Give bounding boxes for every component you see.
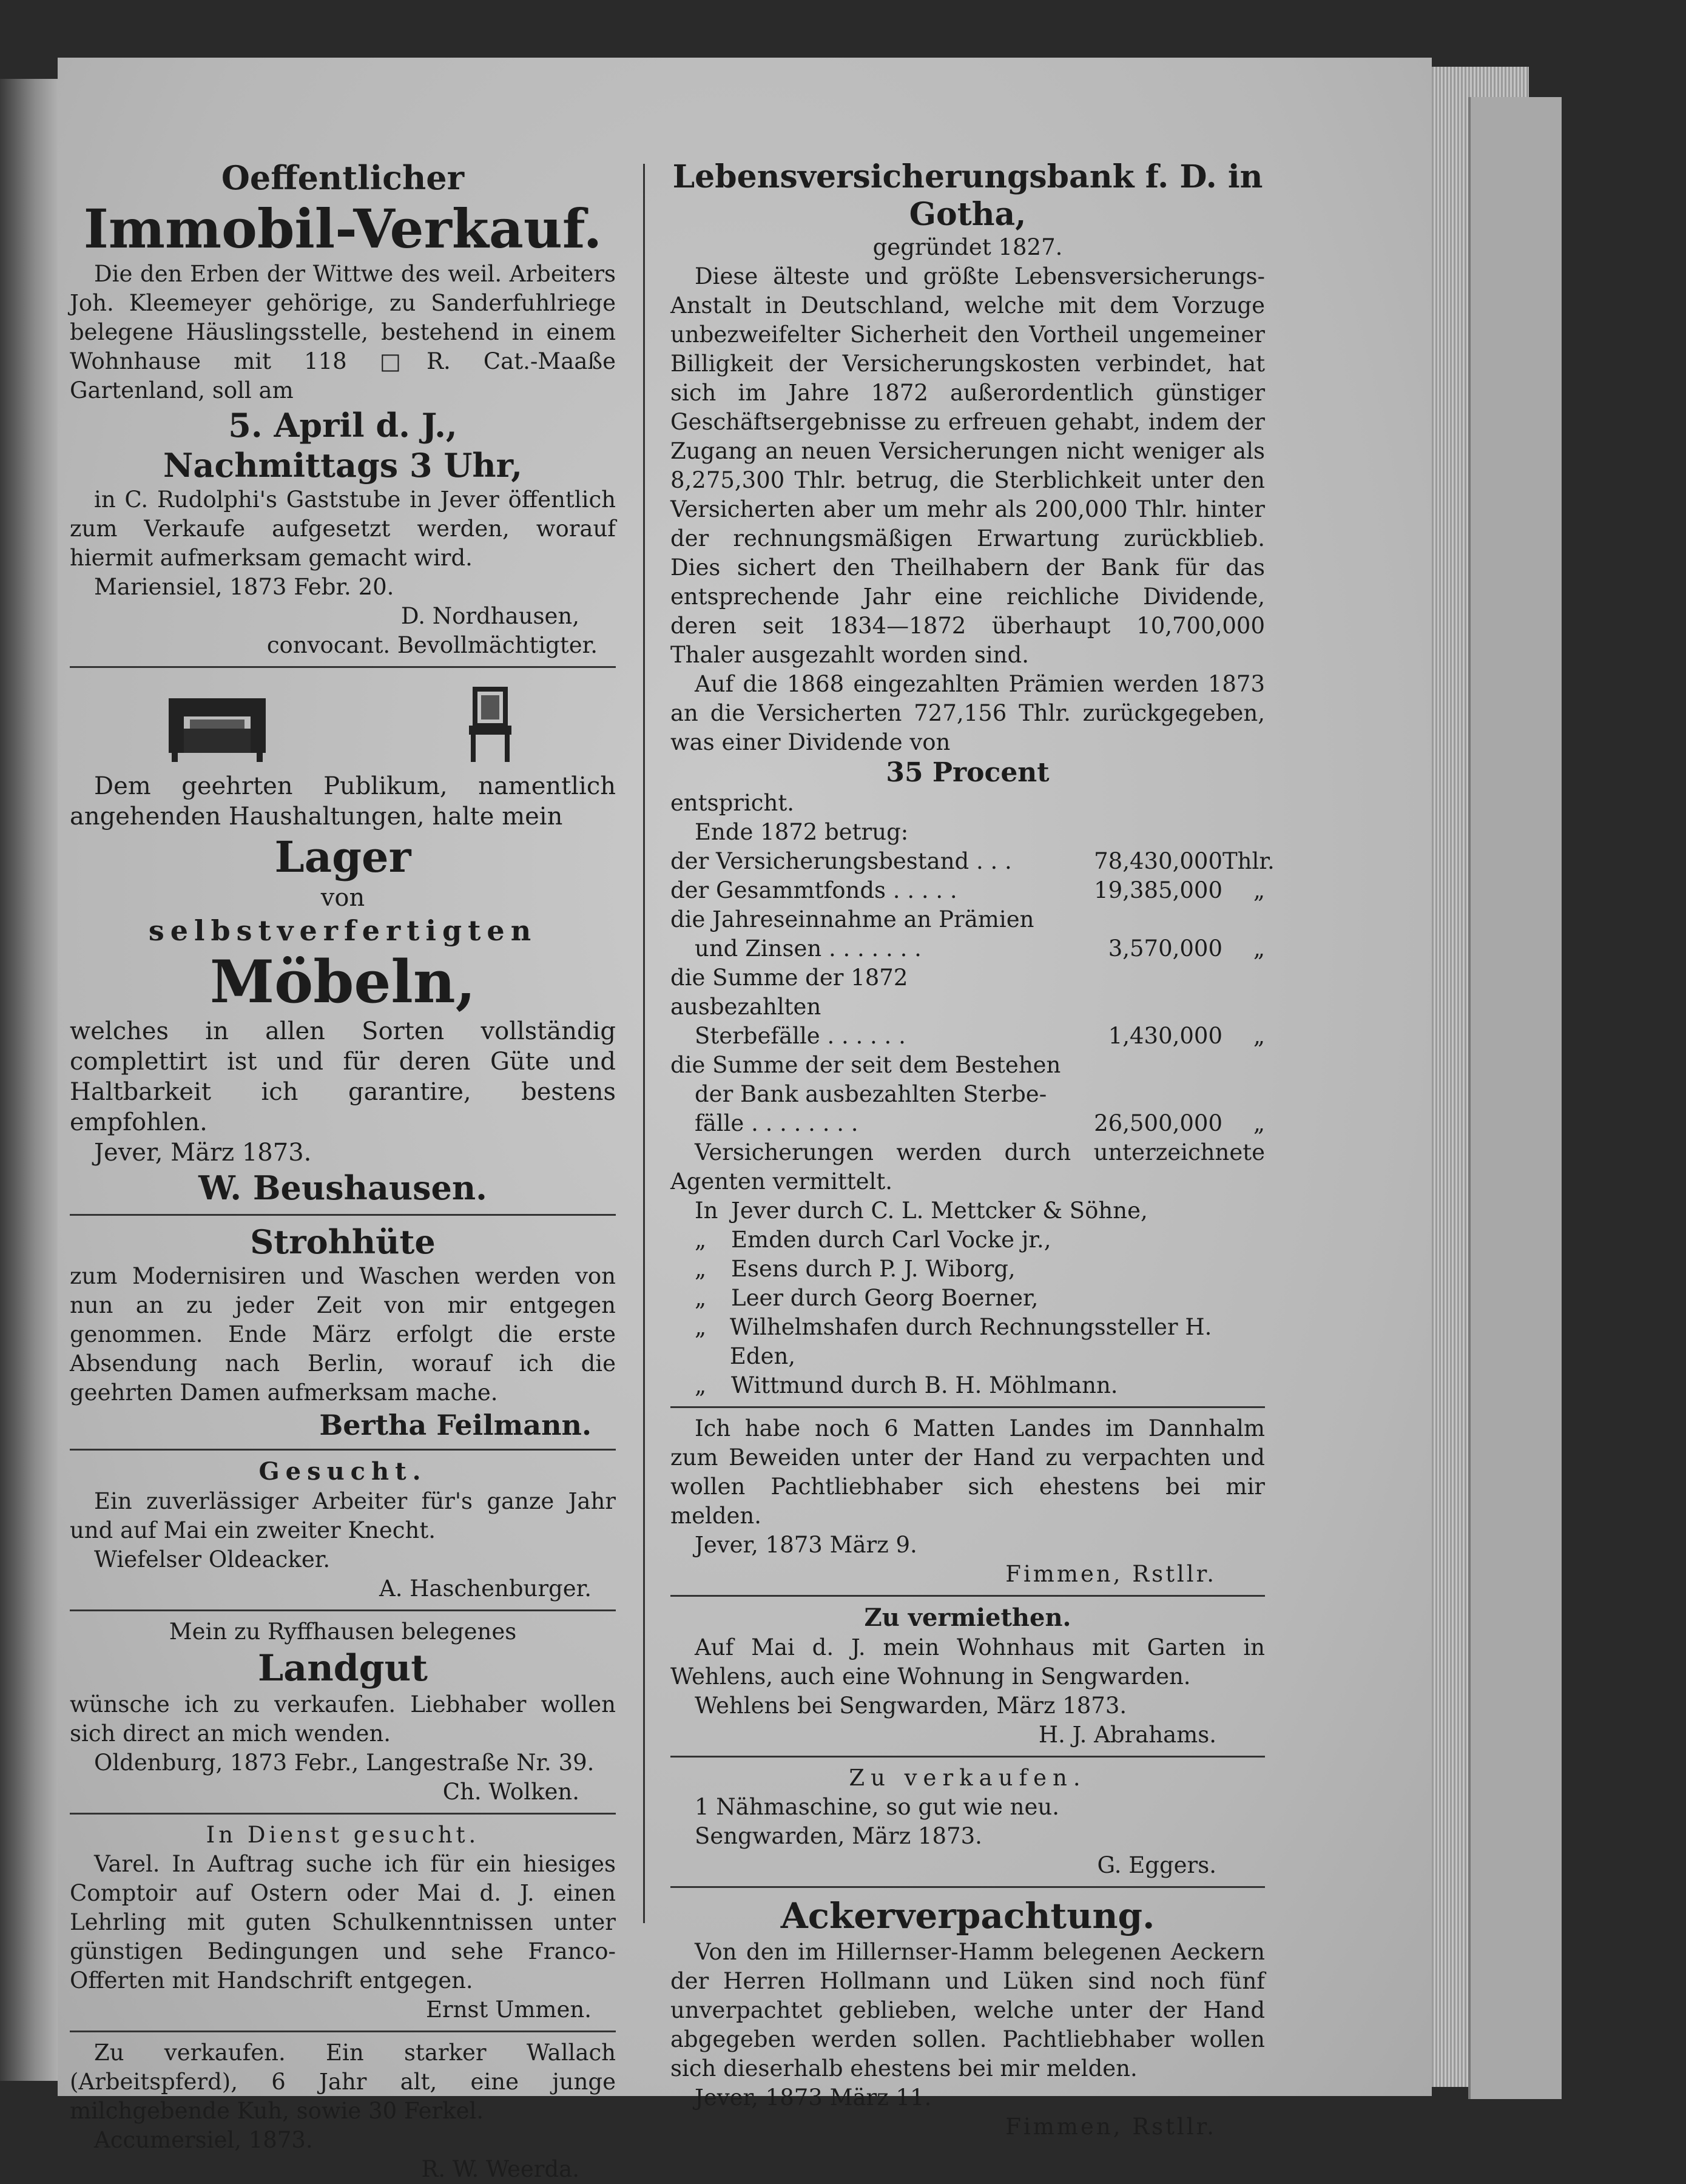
divider: [70, 1214, 616, 1216]
ad-title: Zu vermiethen.: [864, 1603, 1071, 1632]
ad-agents-intro: Versicherungen werden durch unterzeichnete Agenten vermittelt.: [670, 1139, 1265, 1195]
ad-body: Ein zuverlässiger Arbeiter für's ganze Jahr und auf Mai ein zweiter Knecht.: [70, 1488, 616, 1543]
column-divider: [643, 164, 645, 1923]
table-row: und Zinsen . . . . . . . 3,570,000 „: [695, 935, 1265, 962]
ad-place-date: Jever, 1873 März 11.: [695, 2085, 932, 2111]
ad-place-date: Wehlens bei Sengwarden, März 1873.: [695, 1693, 1127, 1719]
divider: [70, 2031, 616, 2032]
ad-title-small: Oeffentlicher: [221, 158, 465, 197]
agents-list: [670, 1196, 1265, 1400]
table-row: Sterbefälle . . . . . . 1,430,000 „: [695, 1023, 1265, 1049]
ad-body: Dem geehrten Publikum, namentlich angehenden Haushaltungen, halte mein: [70, 772, 616, 831]
ad-title: Gesucht.: [258, 1457, 427, 1486]
ad-body: zum Modernisiren und Waschen werden von nun an zu jeder Zeit von mir entgegen genommen. Ende März erfolgt die erste Absendung nach Berlin, worauf ich die geehrten Damen aufmerksam mache.: [70, 1263, 616, 1406]
divider: [70, 1813, 616, 1815]
ad-lebensversicherung: [670, 158, 1275, 1400]
table-row: der Versicherungsbestand . . . 78,430,000 Thlr.: [670, 848, 1275, 874]
ad-founded: gegründet 1827.: [872, 234, 1063, 260]
ad-body: Zu verkaufen. Ein starker Wallach (Arbeitspferd), 6 Jahr alt, eine junge milchgebende Kuh, sowie 30 Ferkel.: [70, 2040, 616, 2124]
ad-signer: H. J. Abrahams.: [1038, 1722, 1216, 1748]
divider: [670, 1756, 1265, 1758]
ad-signer: Bertha Feilmann.: [319, 1409, 592, 1441]
list-item: „ Emden durch Carl Vocke jr.,: [695, 1227, 1051, 1253]
ad-signer: W. Beushausen.: [198, 1168, 487, 1207]
ad-body: Auf die 1868 eingezahlten Prämien werden 1873 an die Versicherten 727,156 Thlr. zurückgegeben, was einer Dividende von: [670, 671, 1265, 755]
ad-ackerverpachtung: [670, 1894, 1265, 2142]
ad-word-lager: Lager: [274, 832, 411, 882]
ad-time: Nachmittags 3 Uhr,: [163, 446, 523, 485]
ad-immobil-verkauf: [70, 158, 616, 660]
ad-naehmaschine: [670, 1764, 1265, 1880]
divider: [70, 1449, 616, 1451]
table-row: die Summe der 1872 ausbezahlten: [670, 965, 908, 1020]
ad-place-date: Accumersiel, 1873.: [94, 2127, 313, 2153]
financial-table: [670, 847, 1275, 1138]
ad-text: entspricht.: [670, 790, 794, 816]
ad-zu-verkaufen-wallach: [70, 2038, 616, 2184]
ad-body: Auf Mai d. J. mein Wohnhaus mit Garten in Wehlens, auch eine Wohnung in Sengwarden.: [670, 1634, 1265, 1690]
ad-strohhuete: [70, 1222, 616, 1443]
ad-body: welches in allen Sorten vollständig complettirt ist und für deren Güte und Haltbarkeit ich garantire, bestens empfohlen.: [70, 1017, 616, 1136]
ad-title-city: Gotha,: [909, 196, 1027, 233]
ad-title: In Dienst gesucht.: [206, 1822, 480, 1848]
ad-body: wünsche ich zu verkaufen. Liebhaber wollen sich direct an mich wenden.: [70, 1691, 616, 1747]
left-page-edge: [0, 79, 58, 2081]
list-item: „ Leer durch Georg Boerner,: [695, 1285, 1039, 1311]
list-item: „ Wittmund durch B. H. Möhlmann.: [695, 1372, 1118, 1398]
ad-landgut: [70, 1617, 616, 1807]
ad-title: Möbeln,: [209, 948, 476, 1016]
ad-signer-role: convocant. Bevollmächtigter.: [266, 632, 598, 658]
ad-place-date: Oldenburg, 1873 Febr., Langestraße Nr. 39.: [94, 1750, 595, 1776]
ad-signer: A. Haschenburger.: [379, 1576, 592, 1602]
ad-body: 1 Nähmaschine, so gut wie neu.: [695, 1794, 1059, 1820]
ad-place-date: Jever, 1873 März 9.: [695, 1532, 917, 1558]
ad-moebeln: [70, 680, 616, 1208]
divider: [70, 666, 616, 668]
ad-word-von: von: [320, 884, 365, 912]
ad-place: Wiefelser Oldeacker.: [94, 1546, 331, 1572]
ad-title: Zu verkaufen.: [849, 1765, 1087, 1791]
ad-title: Immobil-Verkauf.: [83, 197, 602, 260]
ad-place-date: Mariensiel, 1873 Febr. 20.: [94, 574, 394, 600]
divider: [670, 1595, 1265, 1597]
ad-title: Ackerverpachtung.: [780, 1895, 1155, 1936]
chair-icon: [460, 686, 521, 765]
divider: [670, 1406, 1265, 1408]
ad-text: Ende 1872 betrug:: [695, 819, 909, 845]
ad-body: Ich habe noch 6 Matten Landes im Dannhalm zum Beweiden unter der Hand zu verpachten und wollen Pachtliebhaber sich ehestens bei mir melden.: [670, 1415, 1265, 1529]
ad-signer: Ernst Ummen.: [426, 1997, 592, 2023]
list-item: „ Wilhelmshafen durch Rechnungssteller H. Eden,: [695, 1314, 1212, 1369]
ad-body: Diese älteste und größte Lebensversicherungs-Anstalt in Deutschland, welche mit dem Vorzuge unbezweifelter Sicherheit den Vortheil ungemeiner Billigkeit der Versicherungskosten verbindet, hat sich im Jahre 1872 außerordentlich günstiger Geschäftsergebnisse zu erfreuen gehabt, indem der Zugang an neuen Versicherungen nicht weniger als 8,275,300 Thlr. betrug, die Sterblichkeit unter den Versicherten aber um mehr als 200,000 Thlr. hinter der rechnungsmäßigen Erwartung zurückblieb. Dies sichert den Theilhabern der Bank für das entsprechende Jahr eine reichliche Dividende, deren seit 1834—1872 überhaupt 10,700,000 Thaler ausgezahlt worden sind.: [670, 263, 1265, 668]
ad-title: Lebensversicherungsbank f. D. in: [672, 158, 1263, 195]
table-row: fälle . . . . . . . . 26,500,000 „: [695, 1110, 1265, 1136]
ad-zu-vermiethen: [670, 1603, 1265, 1750]
ad-in-dienst-gesucht: [70, 1821, 616, 2024]
ad-signer: Fimmen, Rstllr.: [1005, 1561, 1216, 1587]
ad-place-date: Jever, März 1873.: [94, 1139, 312, 1167]
ad-signer: G. Eggers.: [1097, 1852, 1216, 1878]
ad-title: Landgut: [258, 1647, 428, 1690]
ad-place-date: Sengwarden, März 1873.: [695, 1823, 982, 1849]
right-column: [670, 97, 1275, 2142]
ad-body: Von den im Hillernser-Hamm belegenen Aeckern der Herren Hollmann und Lüken sind noch fünf unverpachtet geblieben, welche unter der Hand abgegeben werden sollen. Pachtliebhaber wollen sich dieserhalb ehestens bei mir melden.: [670, 1939, 1265, 2081]
ad-signer: Fimmen, Rstllr.: [1005, 2114, 1216, 2140]
ad-intro: Mein zu Ryffhausen belegenes: [169, 1619, 517, 1645]
divider: [70, 1609, 616, 1611]
sofa-icon: [166, 692, 269, 765]
table-row: der Gesammtfonds . . . . . 19,385,000 „: [670, 877, 1265, 903]
ad-title: Strohhüte: [250, 1222, 436, 1261]
table-row: die Summe der seit dem Bestehen: [670, 1052, 1061, 1078]
ad-word-selbst: selbstverfertigten: [148, 914, 538, 947]
book-cover: [1468, 97, 1562, 2099]
furniture-illustrations: [70, 680, 616, 765]
ad-body: Varel. In Auftrag suche ich für ein hiesiges Comptoir auf Ostern oder Mai d. J. einen Lehrling mit guten Schulkenntnissen unter günstigen Bedingungen und sehe Franco-Offerten mit Handschrift entgegen.: [70, 1851, 616, 1994]
list-item: In Jever durch C. L. Mettcker & Söhne,: [695, 1198, 1148, 1224]
left-column: [70, 97, 616, 2184]
ad-date: 5. April d. J.,: [228, 406, 457, 445]
ad-dividend: 35 Procent: [886, 757, 1050, 788]
ad-body: in C. Rudolphi's Gaststube in Jever öffentlich zum Verkaufe aufgesetzt werden, worauf hiermit aufmerksam gemacht wird.: [70, 487, 616, 571]
list-item: „ Esens durch P. J. Wiborg,: [695, 1256, 1016, 1282]
table-row: die Jahreseinnahme an Prämien: [670, 906, 1034, 932]
ad-body: Die den Erben der Wittwe des weil. Arbeiters Joh. Kleemeyer gehörige, zu Sanderfuhlriege belegene Häuslingsstelle, bestehend in einem Wohnhause mit 118 □R. Cat.-Maaße Gartenland, soll am: [70, 261, 616, 403]
table-row: der Bank ausbezahlten Sterbe-: [695, 1081, 1047, 1107]
divider: [670, 1886, 1265, 1888]
ad-signer: D. Nordhausen,: [400, 603, 579, 629]
ad-gesucht: [70, 1457, 616, 1603]
ad-signer: Ch. Wolken.: [442, 1779, 579, 1805]
ad-matten-verpachten: [670, 1414, 1265, 1589]
ad-signer: R. W. Weerda.: [421, 2156, 579, 2182]
